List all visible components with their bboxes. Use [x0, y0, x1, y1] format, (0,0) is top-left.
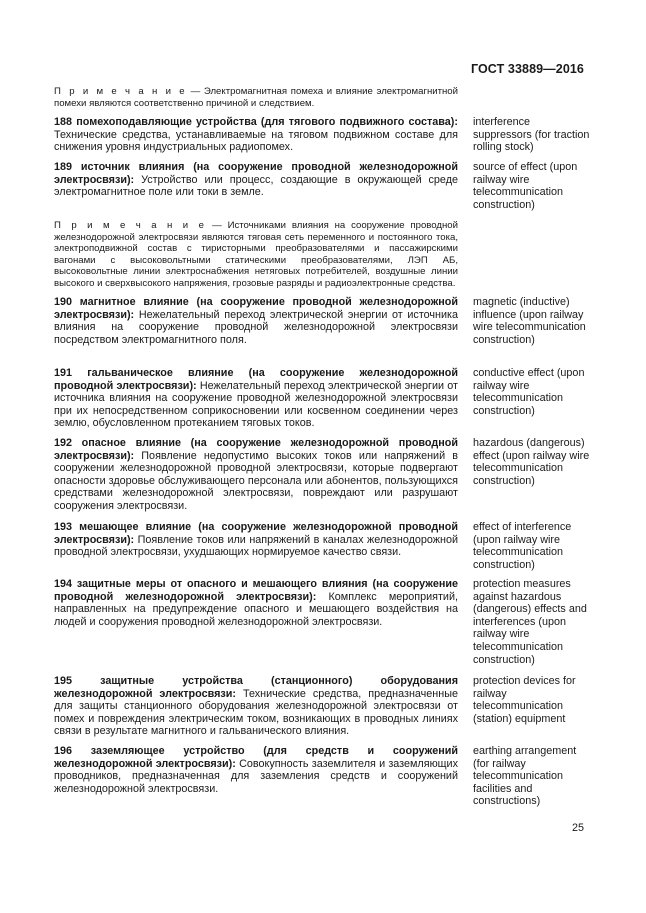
english-term-188: interference suppressors (for traction rolling stock): [473, 116, 590, 154]
english-term-196: earthing arrangement (for railway telecommunication facilities and constructions): [473, 745, 577, 808]
note-2: [54, 220, 458, 290]
english-term-191: conductive effect (upon railway wire telecommunication construction): [473, 367, 585, 417]
term-188: [54, 116, 458, 154]
term-name: источник влияния (на сооружение проводной железнодорожной электросвязи):: [54, 161, 459, 186]
standard-header: ГОСТ 33889—2016: [470, 62, 584, 76]
term-name: защитные устройства (станционного) оборудования железнодорожной электросвязи:: [54, 675, 458, 700]
english-term-192: hazardous (dangerous) effect (upon railway wire telecommunication construction): [473, 437, 590, 487]
english-term-193: effect of interference (upon railway wire telecommunication construction): [473, 521, 572, 571]
term-number: 193: [54, 521, 73, 533]
term-number: 191: [54, 367, 73, 379]
term-number: 192: [54, 437, 73, 449]
term-192: [54, 437, 458, 513]
term-number: 195: [54, 675, 73, 687]
term-definition: Нежелательный переход электрической энергии от источника влияния на сооружение проводной железнодорожной электросвязи посредством электромагнитного поля.: [54, 308, 458, 346]
term-definition: Технические средства, предназначенные для защиты станционного оборудования железнодорожной электросвязи от помех и повреждения электрическим током, возникающих в проводных линиях связи в результате магнитного и гальванического влияния.: [54, 687, 458, 738]
term-definition: Совокупность заземлителя и заземляющих проводников, предназначенная для заземления средств и сооружений железнодорожной электросвязи.: [54, 757, 458, 795]
english-term-194: protection measures against hazardous (dangerous) effects and interferences (upon railway wire telecommunication construction): [473, 578, 587, 666]
term-name: гальваническое влияние (на сооружение железнодорожной проводной электросвязи):: [54, 367, 459, 392]
term-name: защитные меры от опасного и мешающего влияния (на сооружение проводной железнодорожной электросвязи):: [54, 578, 458, 603]
term-number: 194: [54, 578, 73, 590]
term-definition: Комплекс мероприятий, направленных на предупреждение опасного и мешающего воздействия на людей и сооружения проводной железнодорожной электросвязи.: [54, 590, 458, 628]
english-term-195: protection devices for railway telecommunication (station) equipment: [473, 675, 576, 725]
term-number: 189: [54, 161, 73, 173]
term-191: [54, 367, 458, 430]
term-definition: Устройство или процесс, создающие в окружающей среде электромагнитное поле или токи в земле.: [54, 173, 458, 199]
term-190: [54, 296, 458, 346]
term-definition: Нежелательный переход электрической энергии от источника влияния на сооружение проводной железнодорожной электросвязи при их непосредственном соприкосновении или косвенном соединении через землю, обусловленном протеканием тяговых токов.: [54, 379, 458, 430]
term-definition: Технические средства, устанавливаемые на тяговом подвижном составе для снижения уровня индустриальных радиопомех.: [54, 128, 458, 154]
term-name: магнитное влияние (на сооружение проводной железнодорожной электросвязи):: [54, 296, 458, 321]
note-1: [54, 86, 458, 109]
term-193: [54, 521, 458, 559]
note-label: П р и м е ч а н и е: [54, 86, 187, 97]
term-189: [54, 161, 458, 199]
term-name: мешающее влияние (на сооружение железнодорожной проводной электросвязи):: [54, 521, 458, 546]
term-number: 188: [54, 116, 73, 128]
term-number: 190: [54, 296, 73, 308]
term-name: заземляющее устройство (для средств и сооружений железнодорожной электросвязи):: [54, 745, 458, 770]
term-195: [54, 675, 458, 738]
term-definition: Появление токов или напряжений в каналах железнодорожной проводной электросвязи, ухудшающих нормируемое качество связи.: [54, 533, 458, 559]
term-194: [54, 578, 458, 628]
note-label: П р и м е ч а н и е: [54, 220, 207, 231]
english-term-189: source of effect (upon railway wire telecommunication construction): [473, 161, 578, 211]
note-text: — Источниками влияния на сооружение проводной железнодорожной электросвязи являются тяговая сеть переменного и постоянного тока, электроподвижной состав с тиристорными преобразователями и пассажирскими вагонами с высоковольтными статическими преобразователями, ЛЭП АБ, высоковольтные линии электроснабжения нетяговых потребителей, воздушные линии высокого и сверхвысокого напряжения, грозовые разряды и радиоэлектронные средства.: [54, 220, 458, 289]
note-text: — Электромагнитная помеха и влияние электромагнитной помехи являются соответственно причиной и следствием.: [54, 86, 458, 109]
english-term-190: magnetic (inductive) influence (upon railway wire telecommunication construction): [473, 296, 586, 346]
term-name: помехоподавляющие устройства (для тягового подвижного состава):: [76, 116, 459, 128]
term-number: 196: [54, 745, 73, 757]
term-196: [54, 745, 458, 795]
term-name: опасное влияние (на сооружение железнодорожной проводной электросвязи):: [54, 437, 458, 462]
page-number: 25: [571, 822, 584, 834]
term-definition: Появление недопустимо высоких токов или напряжений в сооружении железнодорожной проводной электросвязи, которые подвергают опасности здоровье обслуживающего персонала или абонентов, пользующихся средствами железнодорожной электросвязи, повреждают или разрушают сооружения электросвязи.: [54, 449, 458, 512]
